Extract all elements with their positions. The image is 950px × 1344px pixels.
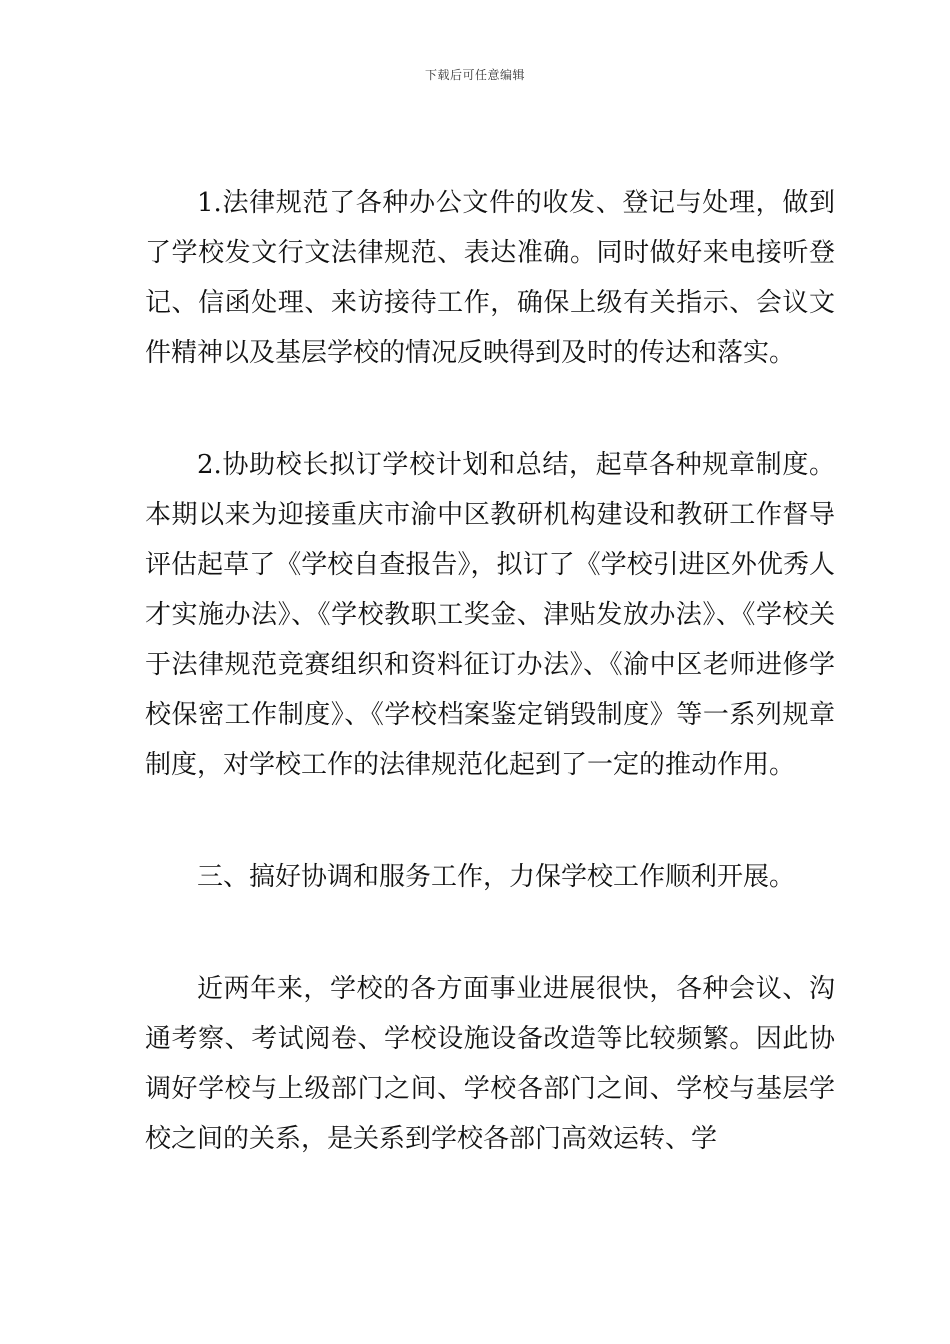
paragraph-spacer [145,902,835,964]
page-header-note: 下载后可任意编辑 [424,68,525,82]
document-body [145,178,835,1164]
paragraph-spacer [145,790,835,852]
section-heading: 三、搞好协调和服务工作，力保学校工作顺利开展。 [197,862,796,892]
paragraph-spacer [145,378,835,440]
paragraph-2: 2.协助校长拟订学校计划和总结，起草各种规章制度。本期以来为迎接重庆市渝中区教研机构建设和教研工作督导评估起草了《学校自查报告》，拟订了《学校引进区外优秀人才实施办法》、《学校教职工奖金、津贴发放办法》、《学校关于法律规范竞赛组织和资料征订办法》、《渝中区老师进修学校保密工作制度》、《学校档案鉴定销毁制度》等一系列规章制度，对学校工作的法律规范化起到了一定的推动作用。 [145,450,835,780]
paragraph-3: 近两年来，学校的各方面事业进展很快，各种会议、沟通考察、考试阅卷、学校设施设备改造等比较频繁。因此协调好学校与上级部门之间、学校各部门之间、学校与基层学校之间的关系，是关系到学校各部门高效运转、学 [145,974,835,1154]
paragraph-1: 1.法律规范了各种办公文件的收发、登记与处理，做到了学校发文行文法律规范、表达准确。同时做好来电接听登记、信函处理、来访接待工作，确保上级有关指示、会议文件精神以及基层学校的情况反映得到及时的传达和落实。 [145,188,835,368]
